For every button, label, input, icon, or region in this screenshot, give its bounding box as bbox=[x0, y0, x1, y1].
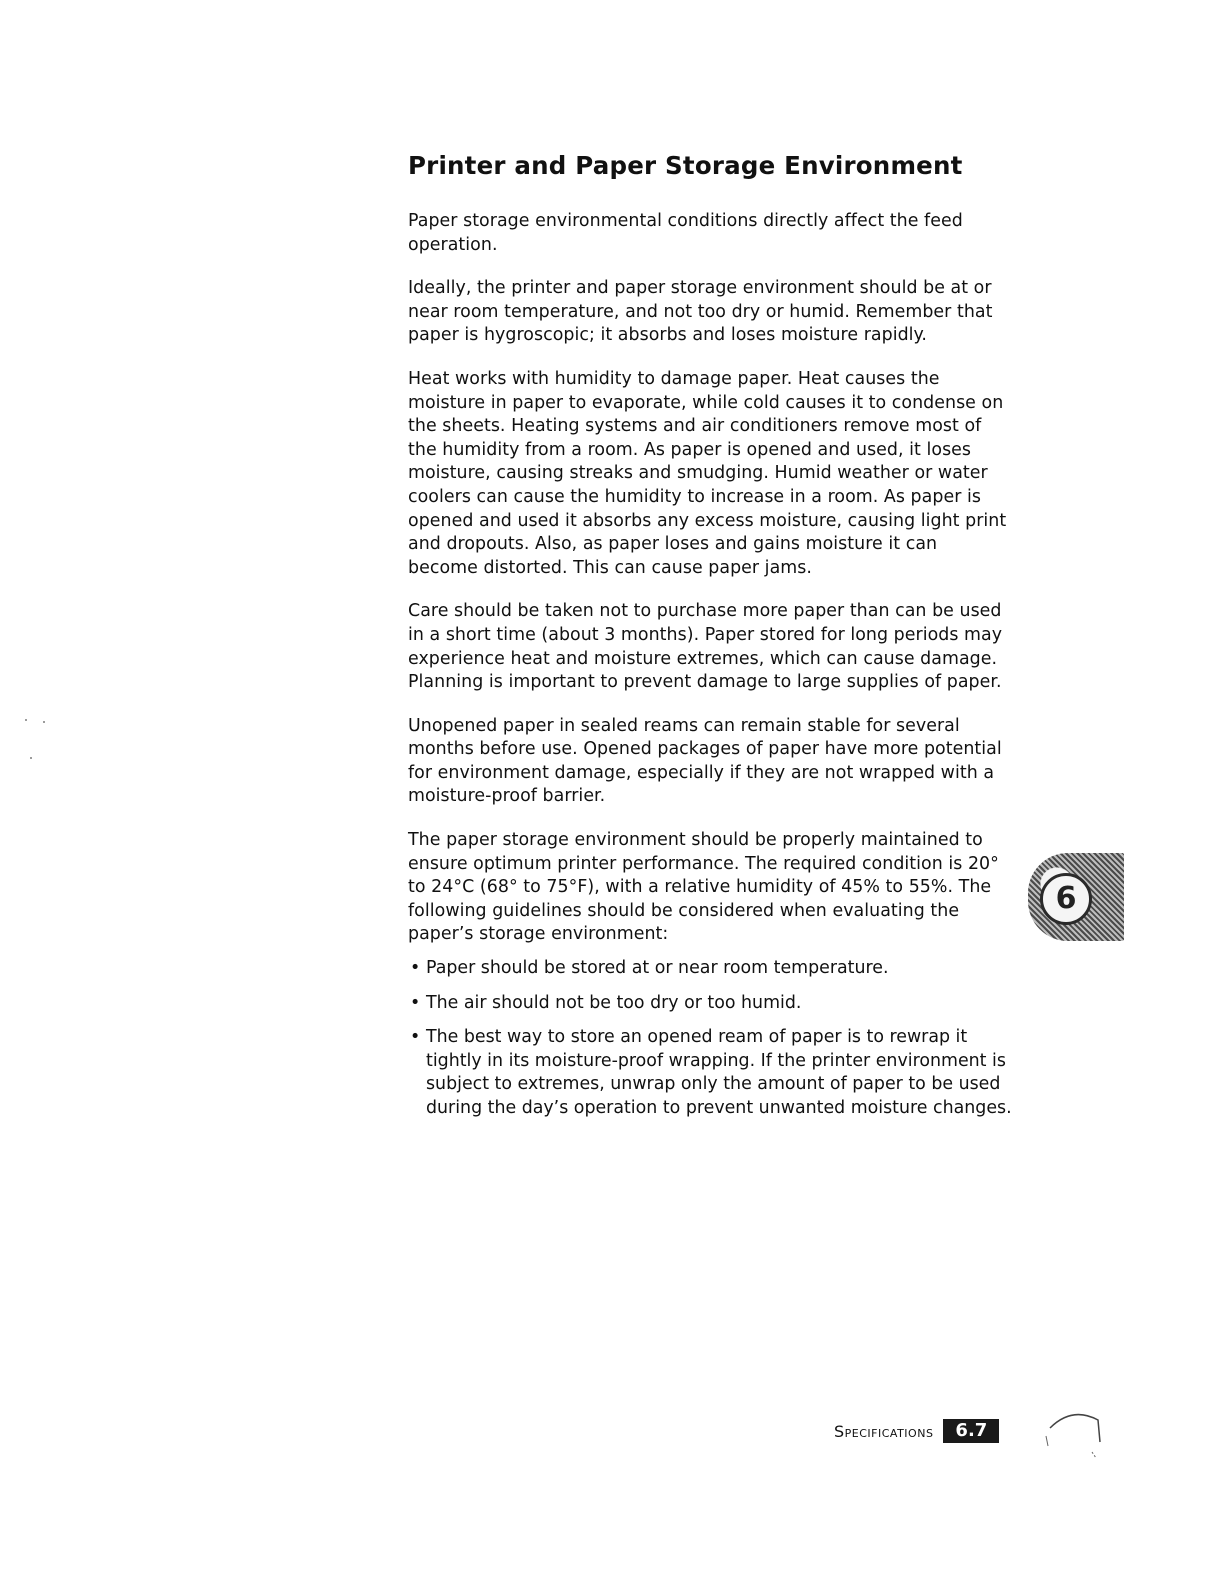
footer-section-label: Specifications bbox=[834, 1421, 934, 1441]
paragraph: Heat works with humidity to damage paper. Heat causes the moisture in paper to evaporate, while cold causes it to condense on the sheets. Heating systems and air conditioners remove most of the humidity from a room. As paper is opened and used, it loses moisture, causing streaks and smudging. Humid weather or water coolers can cause the humidity to increase in a room. As paper is opened and used it absorbs any excess moisture, causing light print and dropouts. Also, as paper loses and gains moisture it can become distorted. This can cause paper jams. bbox=[408, 368, 1007, 578]
paragraph: The paper storage environment should be properly maintained to ensure optimum printer performance. The required condition is 20° to 24°C (68° to 75°F), with a relative humidity of 45% to 55%. The following guidelines should be considered when evaluating the paper’s storage environment: bbox=[408, 830, 999, 945]
bullet-icon: • bbox=[410, 958, 421, 979]
bullet-icon: • bbox=[410, 992, 421, 1013]
paragraph: Paper storage environmental conditions directly affect the feed operation. bbox=[408, 211, 963, 255]
page-corner-icon bbox=[1042, 1402, 1106, 1462]
list-item-text: The best way to store an opened ream of paper is to rewrap it tightly in its moisture-proof wrapping. If the printer environment is subject to extremes, unwrap only the amount of paper to be used during the day’s operation to prevent unwanted moisture changes. bbox=[426, 1027, 1012, 1118]
list-item bbox=[408, 992, 1012, 1016]
list-item bbox=[408, 957, 1012, 981]
list-item bbox=[408, 1026, 1012, 1120]
chapter-tab bbox=[1028, 853, 1124, 941]
guidelines-list bbox=[408, 957, 1012, 1121]
bullet-icon: • bbox=[410, 1027, 421, 1048]
list-item-text: Paper should be stored at or near room temperature. bbox=[426, 958, 889, 979]
footer-page-number: 6.7 bbox=[943, 1419, 999, 1443]
scan-specks bbox=[22, 716, 52, 766]
paragraph: Care should be taken not to purchase more paper than can be used in a short time (about 3 months). Paper stored for long periods may experience heat and moisture extremes, which can cause damage. Planning is important to prevent damage to large supplies of paper. bbox=[408, 601, 1003, 693]
page-footer bbox=[834, 1419, 999, 1443]
document-body bbox=[408, 150, 1012, 1132]
paragraph: Ideally, the printer and paper storage environment should be at or near room temperature, and not too dry or humid. Remember that paper is hygroscopic; it absorbs and loses moisture rapidly. bbox=[408, 278, 993, 346]
page-title: Printer and Paper Storage Environment bbox=[408, 151, 963, 180]
list-item-text: The air should not be too dry or too humid. bbox=[426, 992, 802, 1013]
paragraph: Unopened paper in sealed reams can remain stable for several months before use. Opened packages of paper have more potential for environment damage, especially if they are not wrapped with a moisture-proof barrier. bbox=[408, 715, 1002, 807]
chapter-number: 6 bbox=[1040, 873, 1092, 925]
